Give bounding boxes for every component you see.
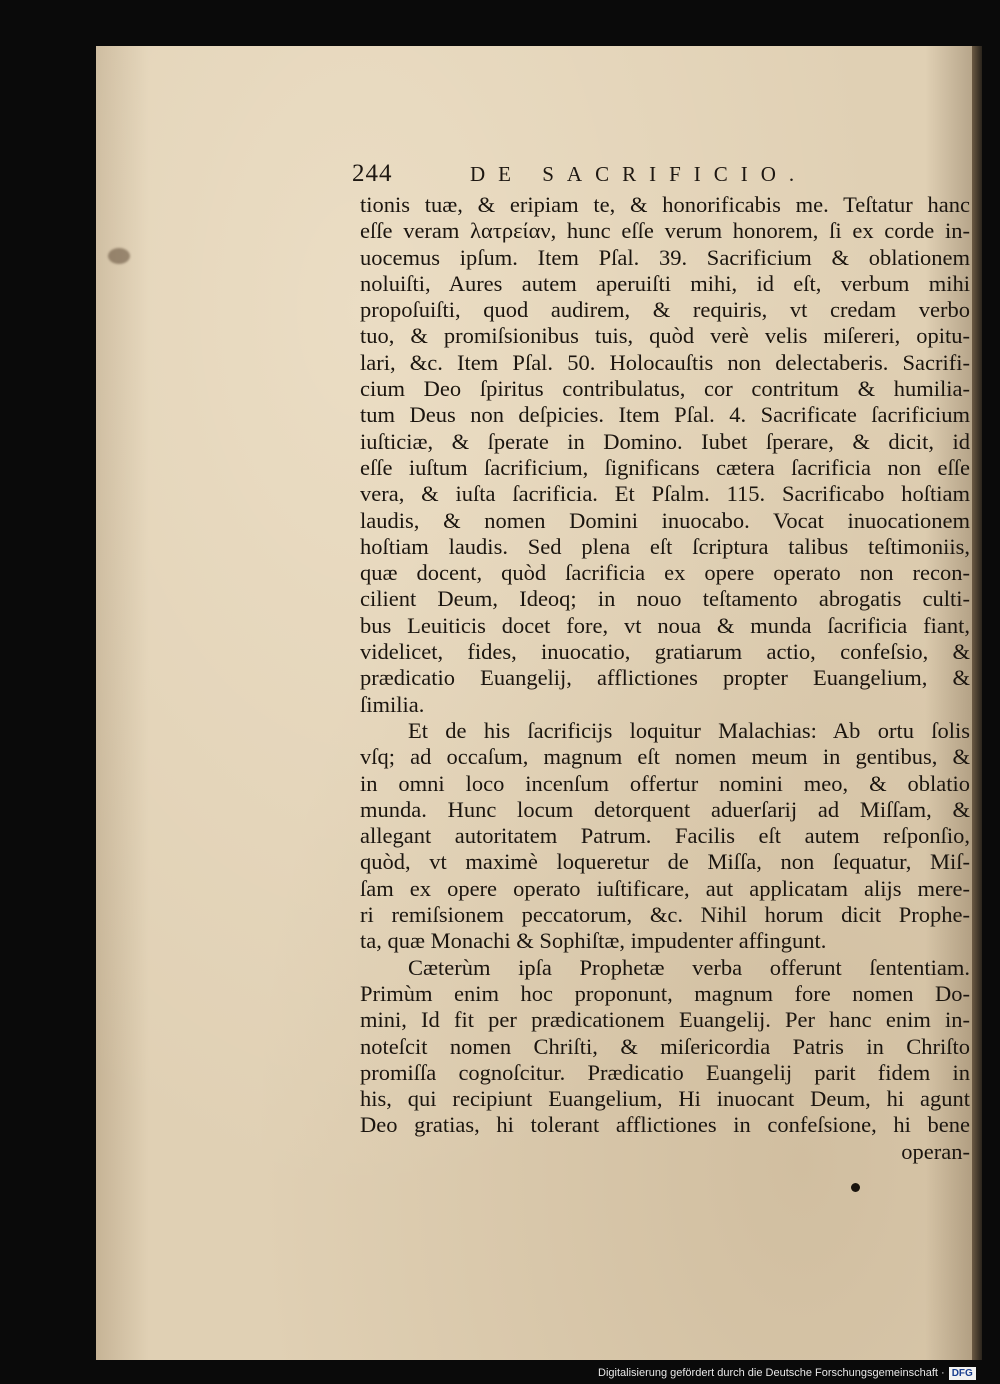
paragraph-3 [360,955,970,1139]
text-line: cium Deo ſpiritus contribulatus, cor contritum & humilia- [360,376,970,402]
dfg-logo: DFG [949,1367,976,1380]
text-line: ri remiſsionem peccatorum, &c. Nihil horum dicit Prophe- [360,902,970,928]
text-line: his, qui recipiunt Euangelium, Hi inuocant Deum, hi agunt [360,1086,970,1112]
text-line: vſq; ad occaſum, magnum eſt nomen meum in gentibus, & [360,744,970,770]
text-line: ſam ex opere operato iuſtificare, aut applicatam alijs mere- [360,875,970,901]
page-number: 244 [352,160,393,187]
catchword: operan- [901,1138,970,1164]
text-line: Cæterùm ipſa Prophetæ verba offerunt ſententiam. [408,954,970,980]
ink-stain [108,248,130,264]
body-text [360,192,970,1165]
running-head: DE SACRIFICIO. [470,162,808,186]
text-line: videlicet, fides, inuocatio, gratiarum actio, confeſsio, & [360,639,970,665]
text-line: allegant autoritatem Patrum. Facilis eſt autem reſponſio, [360,823,970,849]
text-line: eſſe iuſtum ſacrificium, ſignificans cætera ſacrificia non eſſe [360,454,970,480]
text-line: laudis, & nomen Domini inuocabo. Vocat inuocationem [360,507,970,533]
text-line: eſſe veram λατρείαν, hunc eſſe verum honorem, ſi ex corde in- [360,218,970,244]
text-line: propoſuiſti, quod audirem, & requiris, vt credam verbo [360,297,970,323]
page-mark-dot [851,1183,860,1192]
paragraph-2 [360,718,970,955]
text-line: tum Deus non deſpicies. Item Pſal. 4. Sacrificate ſacrificium [360,402,970,428]
text-line: iuſticiæ, & ſperate in Domino. Iubet ſperare, & dicit, id [360,428,970,454]
text-line: mini, Id fit per prædicationem Euangelij. Per hanc enim in- [360,1007,970,1033]
text-line: quòd, vt maximè loqueretur de Miſſa, non ſequatur, Miſ- [360,849,970,875]
text-line: Primùm enim hoc proponunt, magnum fore nomen Do- [360,980,970,1006]
text-line: tionis tuæ, & eripiam te, & honorificabis me. Teſtatur hanc [360,192,970,217]
credit-text: Digitalisierung gefördert durch die Deutsche Forschungsgemeinschaft · [598,1367,945,1379]
text-line: lari, &c. Item Pſal. 50. Holocauſtis non delectaberis. Sacrifi- [360,349,970,375]
text-line: hoſtiam laudis. Sed plena eſt ſcriptura talibus teſtimoniis, [360,533,970,559]
text-line: ſimilia. [360,691,425,717]
text-line: uocemus ipſum. Item Pſal. 39. Sacrificium & oblationem [360,244,970,270]
page-header [352,160,972,190]
text-line: Deo gratias, hi tolerant afflictiones in confeſsione, hi bene [360,1112,970,1138]
text-line: Et de his ſacrificijs loquitur Malachias: Ab ortu ſolis [408,717,970,743]
text-line: promiſſa cognoſcitur. Prædicatio Euangelij parit fidem in [360,1059,970,1085]
text-line: vera, & iuſta ſacrificia. Et Pſalm. 115. Sacrificabo hoſtiam [360,481,970,507]
page-edge [972,46,982,1360]
text-line: munda. Hunc locum detorquent aduerſarij ad Miſſam, & [360,796,970,822]
text-line: cilient Deum, Ideoq; in nouo teſtamento abrogatis culti- [360,586,970,612]
text-line: noluiſti, Aures autem aperuiſti mihi, id eſt, verbum mihi [360,270,970,296]
text-line: noteſcit nomen Chriſti, & miſericordia Patris in Chriſto [360,1033,970,1059]
digitization-credit [598,1365,976,1381]
text-line: in omni loco incenſum offertur nomini meo, & oblatio [360,770,970,796]
text-line: quæ docent, quòd ſacrificia ex opere operato non recon- [360,560,970,586]
text-line: ta, quæ Monachi & Sophiſtæ, impudenter affingunt. [360,928,827,954]
text-line: tuo, & promiſsionibus tuis, quòd verè velis miſereri, opitu- [360,323,970,349]
text-line: bus Leuiticis docet fore, vt noua & munda ſacrificia fiant, [360,612,970,638]
text-line: prædicatio Euangelij, afflictiones propter Euangelium, & [360,665,970,691]
paragraph-1 [360,192,970,718]
